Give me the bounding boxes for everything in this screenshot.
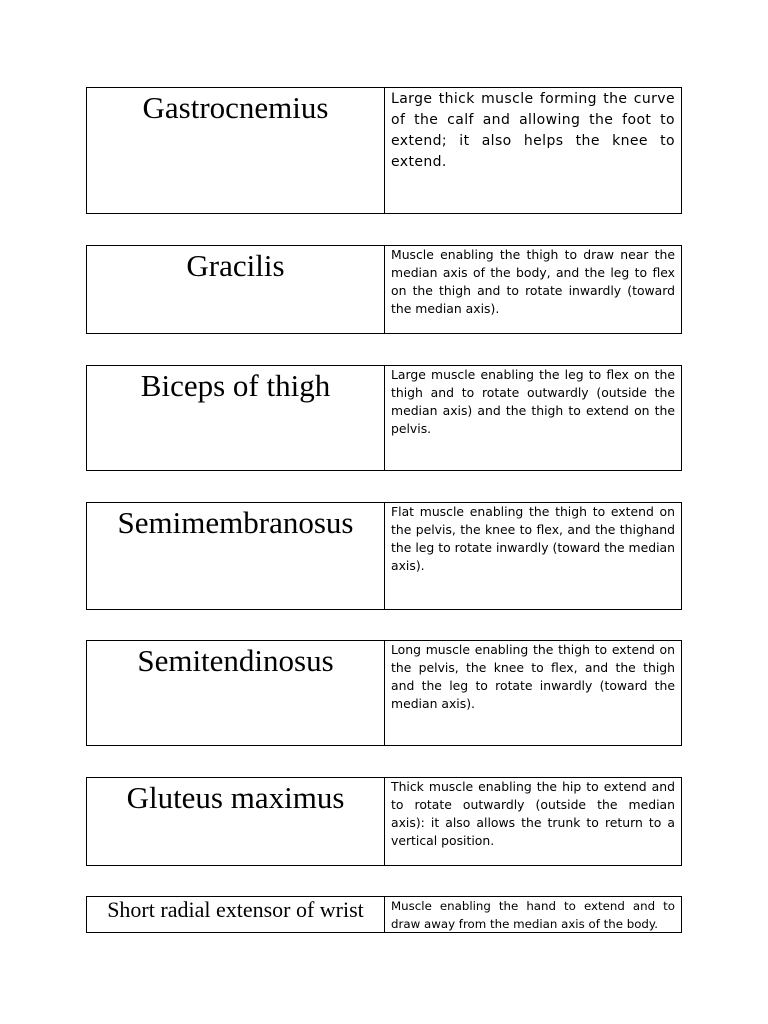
card-term: Biceps of thigh bbox=[87, 366, 385, 470]
card-definition: Large thick muscle forming the curve of the calf and allowing the foot to extend; it also helps the knee to extend. bbox=[391, 91, 675, 170]
card-term: Gracilis bbox=[87, 246, 385, 333]
flashcard-gastrocnemius bbox=[86, 87, 682, 214]
card-definition: Muscle enabling the hand to extend and to draw away from the median axis of the body. bbox=[391, 899, 675, 931]
card-term: Gastrocnemius bbox=[87, 88, 385, 213]
flashcard-semitendinosus bbox=[86, 640, 682, 746]
card-definition: Long muscle enabling the thigh to extend on the pelvis, the knee to flex, and the thigh and the leg to rotate inwardly (toward the median axis). bbox=[391, 642, 675, 711]
flashcard-biceps-of-thigh bbox=[86, 365, 682, 471]
card-term: Gluteus maximus bbox=[87, 778, 385, 865]
card-term: Semimembranosus bbox=[87, 503, 385, 609]
flashcard-gracilis bbox=[86, 245, 682, 334]
card-term: Short radial extensor of wrist bbox=[87, 897, 385, 932]
card-definition: Flat muscle enabling the thigh to extend on the pelvis, the knee to flex, and the thighand the leg to rotate inwardly (toward the median axis). bbox=[391, 504, 675, 573]
flashcard-short-radial-extensor-of-wrist bbox=[86, 896, 682, 933]
card-definition: Thick muscle enabling the hip to extend and to rotate outwardly (outside the median axis): it also allows the trunk to return to a vertical position. bbox=[391, 779, 675, 848]
card-term: Semitendinosus bbox=[87, 641, 385, 745]
card-definition: Muscle enabling the thigh to draw near the median axis of the body, and the leg to flex on the thigh and to rotate inwardly (toward the median axis). bbox=[391, 247, 675, 316]
card-definition: Large muscle enabling the leg to flex on the thigh and to rotate outwardly (outside the median axis) and the thigh to extend on the pelvis. bbox=[391, 367, 675, 436]
flashcard-semimembranosus bbox=[86, 502, 682, 610]
flashcard-gluteus-maximus bbox=[86, 777, 682, 866]
